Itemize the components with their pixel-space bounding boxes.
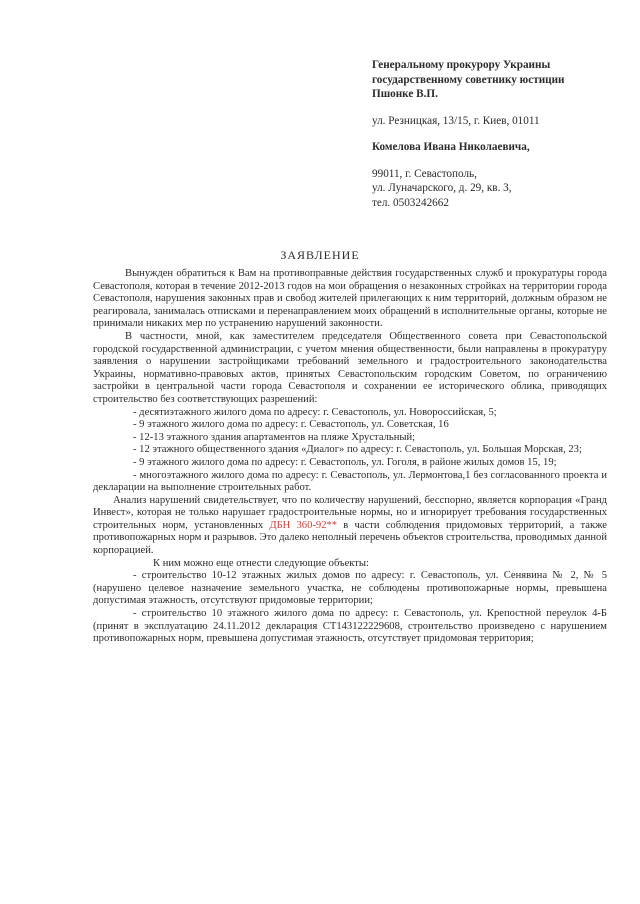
paragraph: К ним можно еще отнести следующие объекты: [153,557,369,569]
sender-phone: тел. 0503242662 [372,196,449,209]
list-item: - десятиэтажного жилого дома по адресу: г. Севастополь, ул. Новороссийская, 5; [133,406,497,418]
norm-reference: ДБН 360-92** [269,519,338,531]
sender-name: Комелова Ивана Николаевича, [372,141,530,153]
sender-address-line: 99011, г. Севастополь, [372,167,477,180]
list-item: - 9 этажного жилого дома по адресу: г. Севастополь, ул. Советская, 16 [133,419,449,431]
list-item: - строительство 10 этажного жилого дома по адресу: г. Севастополь, ул. Крепостной переулок 4-Б (принят в эксплуатацию 24.11.2012 декларация СТ143122229608, строительство произведено с нарушением противопожарных норм, превышена допустимая этажность, отсутствует придомовая территория; [93,608,607,645]
paragraph-text: в части соблюдения придомовых территорий, а также противопожарных норм и разрывов. Это далеко неполный перечень объектов строительства, проводимых данной корпорацией. [93,519,607,557]
addressee-block [372,58,622,210]
addressee-name: Пшонке В.П. [372,88,438,100]
addressee-line: Генеральному прокурору Украины [372,59,551,71]
list-item: - 9 этажного жилого дома по адресу: г. Севастополь, ул. Гоголя, в районе жилых домов 15, 19; [133,456,557,468]
paragraph-text: Анализ нарушений свидетельствует, что по количеству нарушений, бесспорно, является корпорация «Гранд Инвест», которая не только нарушает градостроительные нормы, но и игнорирует требования государственных строительных норм, установленных [93,494,607,531]
document-title: ЗАЯВЛЕНИЕ [280,248,360,262]
document-body [93,268,607,646]
paragraph [93,495,607,558]
sender-address-line: ул. Луначарского, д. 29, кв. 3, [372,182,512,194]
addressee-line: государственному советнику юстиции [372,73,565,86]
paragraph: В частности, мной, как заместителем председателя Общественного совета при Севастопольской городской государственной администрации, с учетом мнения общественности, были направлены в прокуратуру заявления о нарушении застройщиками требований земельного и градостроительного законодательства Украины, нормативно-правовых актов, принятых Севастопольским городским Советом, по ограничению застройки в центральной части города Севастополя и сохранении ее исторического облика, приводящих строительство без соответствующих разрешений: [93,330,607,405]
paragraph: Вынужден обратиться к Вам на противоправные действия государственных служб и прокуратуры города Севастополя, которая в течение 2012-2013 годов на мои обращения о незаконных стройках на территории города Севастополя, нарушения законных прав и свобод жителей прилегающих к ним территорий, должным образом не реагировала, занималась отписками и перенаправлением моих обращений в исполнительные органы, которые не принимали никаких мер по устранению нарушений законности. [93,268,607,330]
list-item: - 12 этажного общественного здания «Диалог» по адресу: г. Севастополь, ул. Большая Морская, 23; [133,444,582,456]
list-item: - многоэтажного жилого дома по адресу: г. Севастополь, ул. Лермонтова,1 без согласованного проекта и декларации на выполнение строительных работ. [93,469,607,494]
list-item: - 12-13 этажного здания апартаментов на пляже Хрустальный; [133,431,416,443]
list-item: - строительство 10-12 этажных жилых домов по адресу: г. Севастополь, ул. Сенявина № 2, № 5 (нарушено целевое назначение земельного участка, не соблюдены противопожарные нормы, превышена допустимая этажность, отсутствуют придомовые территории; [93,570,607,607]
addressee-address: ул. Резницкая, 13/15, г. Киев, 01011 [372,114,540,127]
